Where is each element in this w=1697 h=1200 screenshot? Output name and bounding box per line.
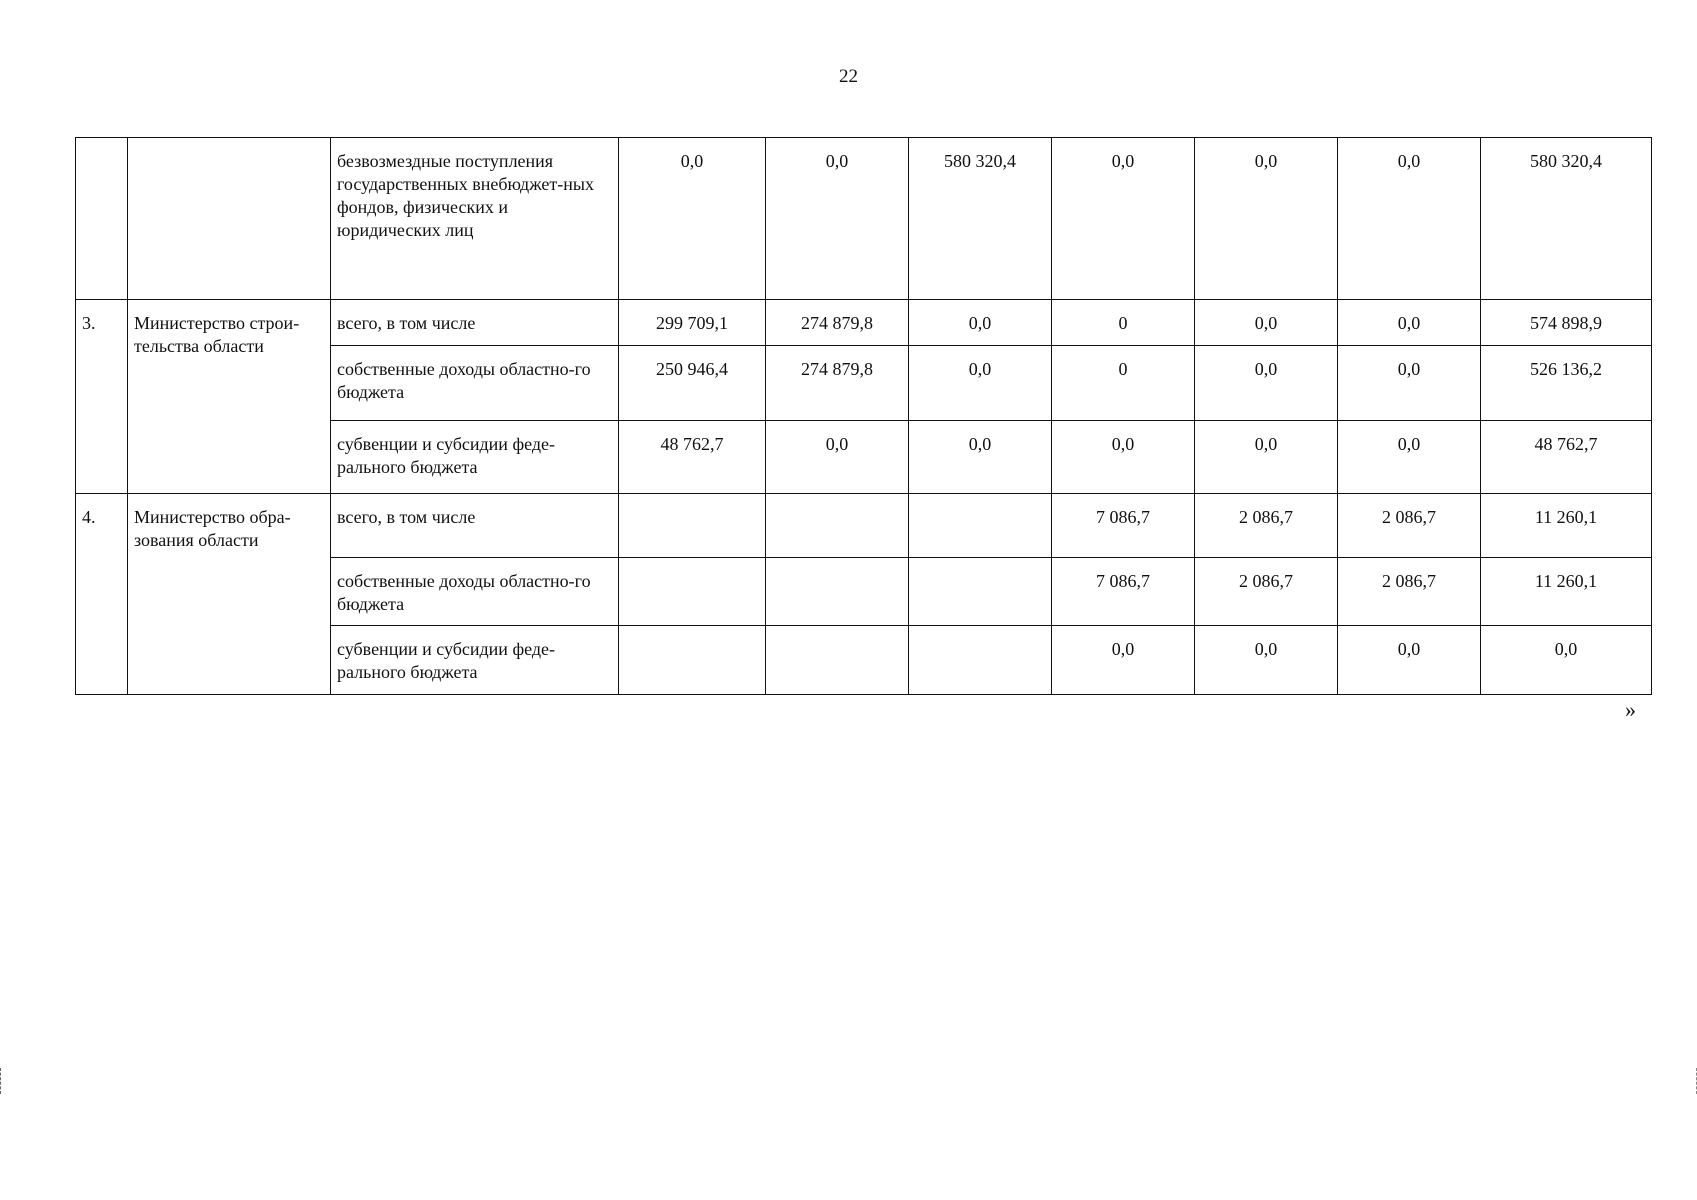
value-cell: 0,0 xyxy=(1052,421,1195,494)
value-cell xyxy=(766,494,909,558)
source-cell: безвозмездные поступления государственных внебюджет-ных фондов, физических и юридических лиц xyxy=(331,138,619,300)
total-cell: 580 320,4 xyxy=(1481,138,1652,300)
value-cell: 274 879,8 xyxy=(766,300,909,346)
value-cell xyxy=(619,558,766,626)
value-cell: 0,0 xyxy=(1195,300,1338,346)
value-cell: 0 xyxy=(1052,346,1195,421)
binding-mark-right xyxy=(1693,1068,1697,1094)
source-cell: собственные доходы областно-го бюджета xyxy=(331,558,619,626)
value-cell: 0,0 xyxy=(1338,300,1481,346)
budget-table xyxy=(75,137,1652,695)
value-cell: 2 086,7 xyxy=(1338,494,1481,558)
value-cell xyxy=(909,626,1052,695)
value-cell: 299 709,1 xyxy=(619,300,766,346)
source-cell: субвенции и субсидии феде-рального бюджета xyxy=(331,626,619,695)
value-cell: 0,0 xyxy=(1195,626,1338,695)
value-cell xyxy=(909,558,1052,626)
value-cell: 0,0 xyxy=(1052,626,1195,695)
table-row xyxy=(76,138,1652,300)
executor-cell: Министерство обра-зования области xyxy=(128,494,331,695)
value-cell: 0,0 xyxy=(909,300,1052,346)
source-cell: собственные доходы областно-го бюджета xyxy=(331,346,619,421)
value-cell: 0,0 xyxy=(1195,421,1338,494)
value-cell: 7 086,7 xyxy=(1052,558,1195,626)
value-cell xyxy=(619,494,766,558)
value-cell: 0,0 xyxy=(1195,138,1338,300)
source-cell: всего, в том числе xyxy=(331,300,619,346)
value-cell: 0,0 xyxy=(1338,626,1481,695)
value-cell: 0,0 xyxy=(1338,138,1481,300)
total-cell: 574 898,9 xyxy=(1481,300,1652,346)
table-row xyxy=(76,494,1652,558)
source-cell: субвенции и субсидии феде-рального бюджета xyxy=(331,421,619,494)
source-cell: всего, в том числе xyxy=(331,494,619,558)
index-cell xyxy=(76,138,128,300)
value-cell: 0,0 xyxy=(1195,346,1338,421)
value-cell: 0,0 xyxy=(1338,346,1481,421)
value-cell xyxy=(619,626,766,695)
value-cell xyxy=(909,494,1052,558)
value-cell: 0,0 xyxy=(766,421,909,494)
value-cell: 48 762,7 xyxy=(619,421,766,494)
value-cell: 2 086,7 xyxy=(1338,558,1481,626)
value-cell: 7 086,7 xyxy=(1052,494,1195,558)
index-cell: 4. xyxy=(76,494,128,695)
value-cell xyxy=(766,558,909,626)
total-cell: 48 762,7 xyxy=(1481,421,1652,494)
index-cell: 3. xyxy=(76,300,128,494)
closing-quote: » xyxy=(1625,697,1636,722)
executor-cell xyxy=(128,138,331,300)
value-cell: 2 086,7 xyxy=(1195,494,1338,558)
value-cell: 580 320,4 xyxy=(909,138,1052,300)
value-cell: 2 086,7 xyxy=(1195,558,1338,626)
value-cell: 0,0 xyxy=(1338,421,1481,494)
value-cell: 0,0 xyxy=(766,138,909,300)
table-row xyxy=(76,300,1652,346)
binding-mark-left xyxy=(0,1068,5,1094)
value-cell: 274 879,8 xyxy=(766,346,909,421)
page-number: 22 xyxy=(839,66,858,87)
value-cell: 0 xyxy=(1052,300,1195,346)
total-cell: 11 260,1 xyxy=(1481,558,1652,626)
executor-cell: Министерство строи-тельства области xyxy=(128,300,331,494)
total-cell: 11 260,1 xyxy=(1481,494,1652,558)
value-cell: 0,0 xyxy=(909,421,1052,494)
total-cell: 0,0 xyxy=(1481,626,1652,695)
value-cell xyxy=(766,626,909,695)
value-cell: 250 946,4 xyxy=(619,346,766,421)
value-cell: 0,0 xyxy=(909,346,1052,421)
total-cell: 526 136,2 xyxy=(1481,346,1652,421)
value-cell: 0,0 xyxy=(1052,138,1195,300)
value-cell: 0,0 xyxy=(619,138,766,300)
